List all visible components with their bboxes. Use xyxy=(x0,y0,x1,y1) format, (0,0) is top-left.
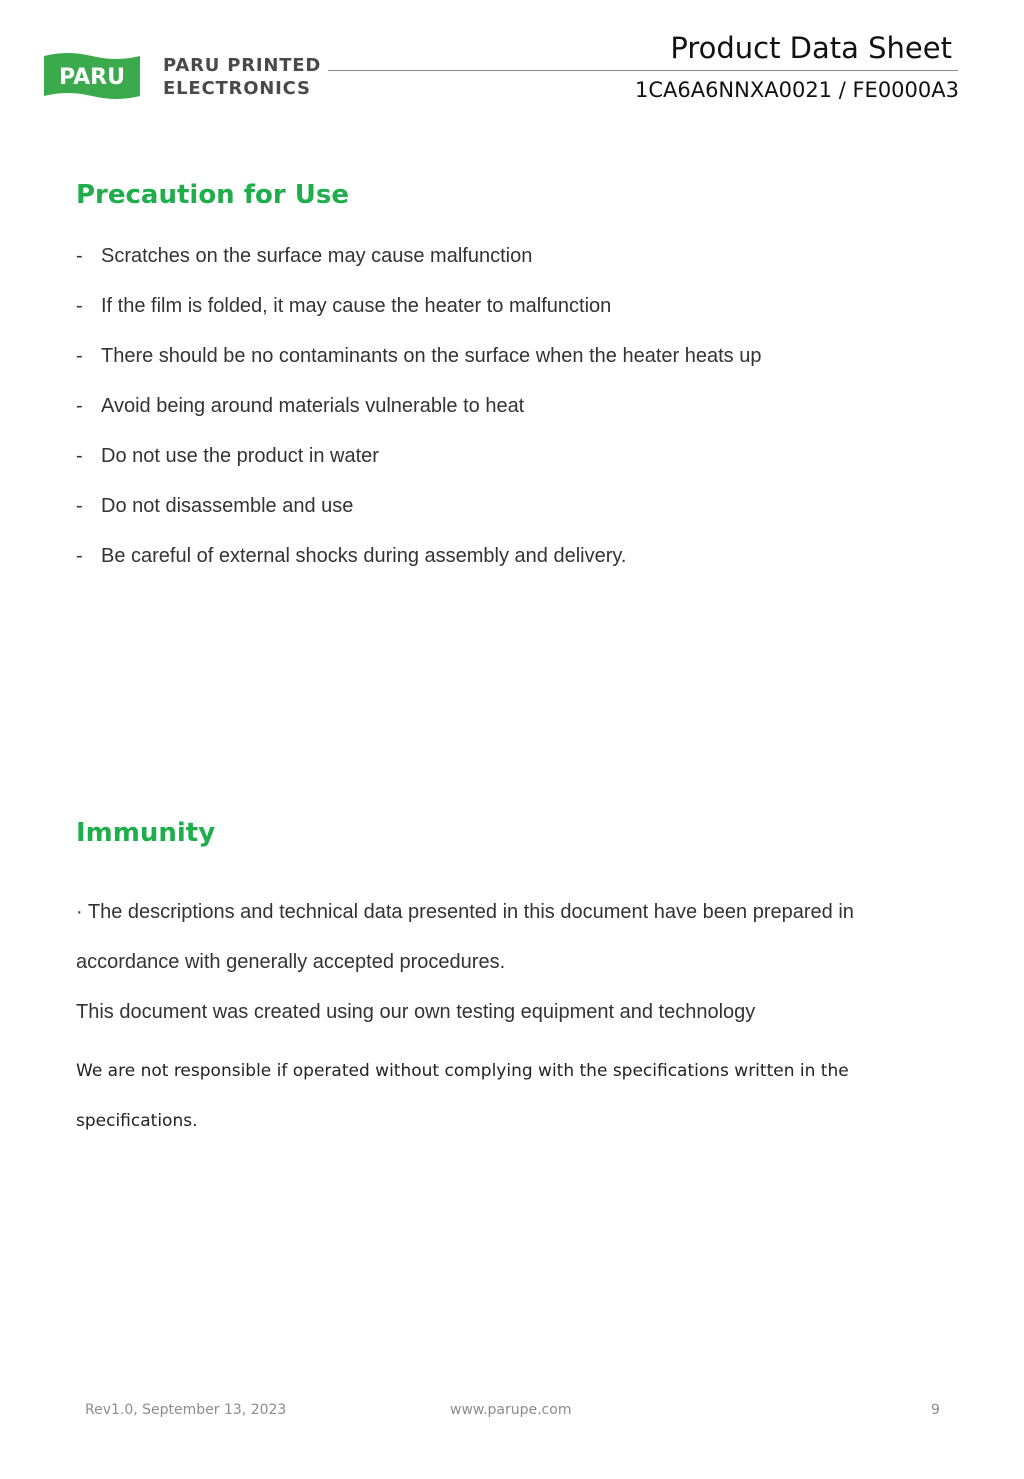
disclaimer-line: specifications. xyxy=(76,1111,198,1131)
dash-bullet: - xyxy=(76,345,83,367)
precaution-item xyxy=(76,340,761,390)
precaution-item xyxy=(76,390,761,440)
precaution-item-text: Be careful of external shocks during assembly and delivery. xyxy=(101,545,627,567)
precaution-item xyxy=(76,540,761,590)
logo-mark-text: PARU xyxy=(59,65,125,90)
precaution-item-text: Do not disassemble and use xyxy=(101,495,354,517)
company-name-line2: ELECTRONICS xyxy=(163,78,311,99)
immunity-heading: Immunity xyxy=(76,818,216,848)
precaution-item xyxy=(76,490,761,540)
precaution-item xyxy=(76,240,761,290)
disclaimer-line: We are not responsible if operated without complying with the specifications written in the xyxy=(76,1061,849,1081)
precaution-item xyxy=(76,440,761,490)
precaution-list xyxy=(76,240,761,590)
precaution-item-text: Avoid being around materials vulnerable to heat xyxy=(101,395,525,417)
document-title: Product Data Sheet xyxy=(670,31,952,65)
footer-page-number: 9 xyxy=(931,1402,940,1418)
dash-bullet: - xyxy=(76,295,83,317)
product-code: 1CA6A6NNXA0021 / FE0000A3 xyxy=(634,78,959,102)
immunity-paragraph-line: · The descriptions and technical data presented in this document have been prepared in xyxy=(76,901,854,923)
precaution-item-text: If the film is folded, it may cause the heater to malfunction xyxy=(101,295,612,317)
header-divider xyxy=(328,70,958,71)
precaution-item-text: Scratches on the surface may cause malfunction xyxy=(101,245,533,267)
company-name xyxy=(163,54,321,100)
dash-bullet: - xyxy=(76,545,83,567)
precaution-item-text: Do not use the product in water xyxy=(101,445,379,467)
immunity-paragraph-line: accordance with generally accepted procedures. xyxy=(76,951,506,973)
company-logo xyxy=(42,50,332,104)
precaution-item xyxy=(76,290,761,340)
precaution-item-text: There should be no contaminants on the surface when the heater heats up xyxy=(101,345,762,367)
dash-bullet: - xyxy=(76,445,83,467)
precaution-heading: Precaution for Use xyxy=(76,180,350,210)
paru-logo-icon xyxy=(42,50,142,102)
dash-bullet: - xyxy=(76,395,83,417)
dash-bullet: - xyxy=(76,245,83,267)
dash-bullet: - xyxy=(76,495,83,517)
company-name-line1: PARU PRINTED xyxy=(163,55,322,76)
immunity-paragraph-line: This document was created using our own testing equipment and technology xyxy=(76,1001,756,1023)
footer-website: www.parupe.com xyxy=(450,1402,572,1418)
footer-revision: Rev1.0, September 13, 2023 xyxy=(85,1402,287,1418)
